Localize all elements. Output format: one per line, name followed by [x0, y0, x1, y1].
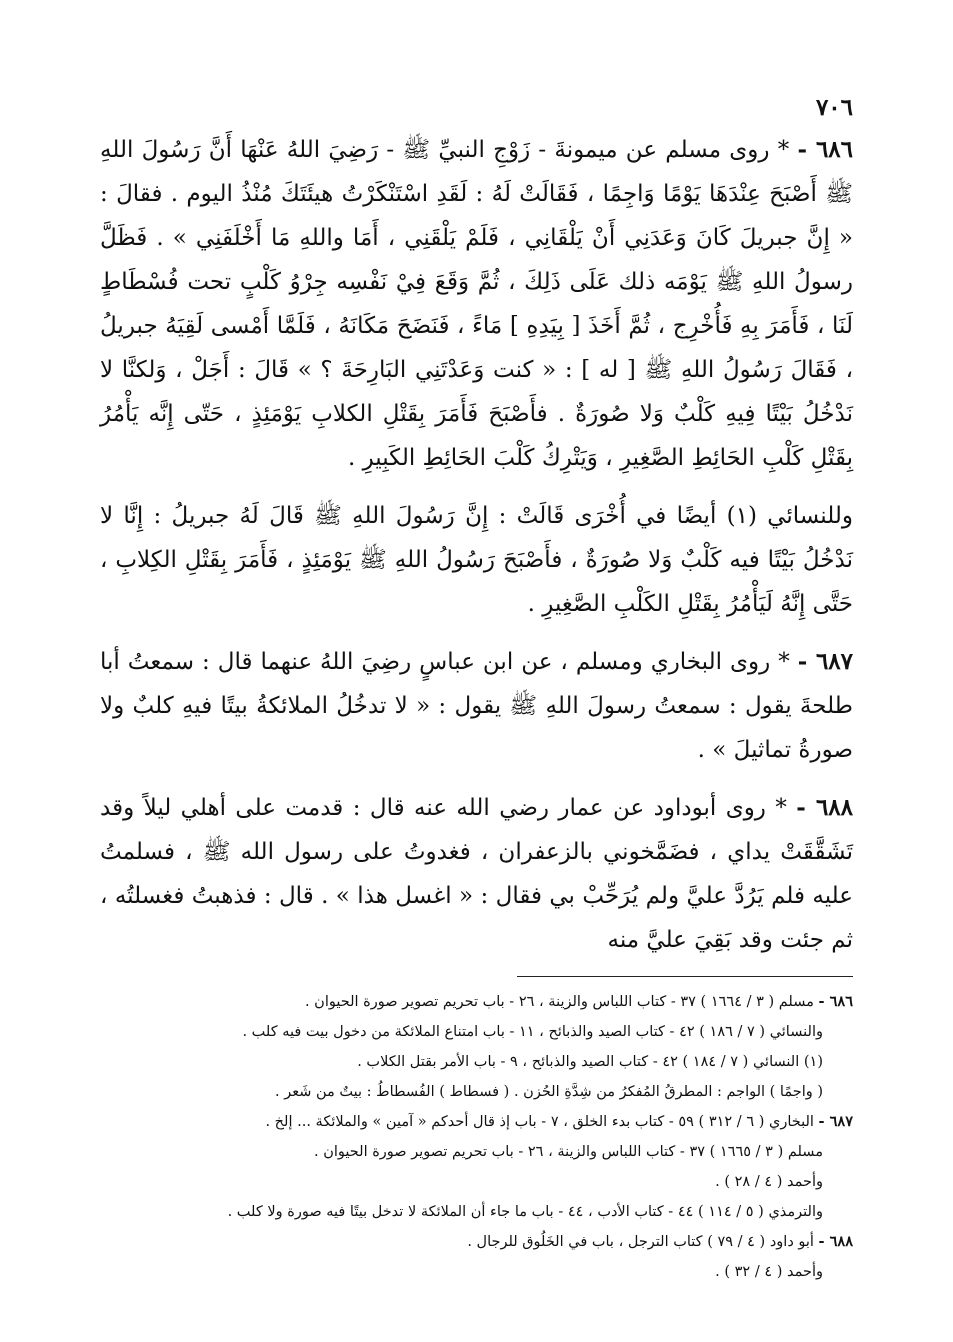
footnote	[100, 1227, 853, 1257]
footnote-text: وأحمد ( ٤ / ٢٨ ) .	[715, 1174, 823, 1190]
footnote	[100, 1077, 853, 1107]
footnote	[100, 1107, 853, 1137]
footnote-text: مسلم ( ٣ / ١٦٦٥ ) ٣٧ - كتاب اللباس والزينة ، ٢٦ - باب تحريم تصوير صورة الحيوان .	[314, 1144, 823, 1160]
footnote-number: ٦٨٧ -	[818, 1113, 853, 1130]
main-text	[100, 128, 853, 962]
footnote-text: ( واجمًا ) الواجم : المطرقُ المُفكرُ من شِدَّةِ الحُزن . ( فسطاط ) الفُسطاطُ : بيتٌ من شَعر .	[275, 1084, 823, 1100]
footnote	[100, 1017, 853, 1047]
footnote-text: والترمذي ( ٥ / ١١٤ ) ٤٤ - كتاب الأدب ، ٤٤ - باب ما جاء أن الملائكة لا تدخل بيتًا فيه صورة ولا كلب .	[227, 1204, 823, 1220]
page-number: ٧٠٦	[815, 94, 853, 121]
paragraph-688	[100, 786, 853, 962]
footnote-text: والنسائي ( ٧ / ١٨٦ ) ٤٢ - كتاب الصيد والذبائح ، ١١ - باب امتناع الملائكة من دخول بيت فيه كلب .	[242, 1024, 823, 1040]
paragraph-687	[100, 640, 853, 772]
footnotes	[100, 987, 853, 1287]
footnote-text: البخاري ( ٦ / ٣١٢ ) ٥٩ - كتاب بدء الخلق ، ٧ - باب إذ قال أحدكم « آمين » والملائكة ... إلخ .	[265, 1114, 814, 1130]
footnote-text: مسلم ( ٣ / ١٦٦٤ ) ٣٧ - كتاب اللباس والزينة ، ٢٦ - باب تحريم تصوير صورة الحيوان .	[304, 994, 814, 1010]
paragraph-text: * روى البخاري ومسلم ، عن ابن عباسٍ رضِيَ اللهُ عنهما قال : سمعتُ أبا طلحةَ يقول : سمعتُ رسولَ اللهِ ﷺ يقول : « لا تدخُلُ الملائكةُ بيتًا فيهِ كلبٌ ولا صورةُ تماثيلَ » .	[100, 649, 853, 763]
paragraph-number: ٦٨٧ -	[797, 648, 853, 675]
paragraph-nasai	[100, 494, 853, 626]
footnote-text: (١) النسائي ( ٧ / ١٨٤ ) ٤٢ - كتاب الصيد والذبائح ، ٩ - باب الأمر بقتل الكلاب .	[357, 1054, 823, 1070]
footnote	[100, 1047, 853, 1077]
footnote-number: ٦٨٨ -	[818, 1233, 853, 1250]
footnote	[100, 1257, 853, 1287]
footnote-text: وأحمد ( ٤ / ٣٢ ) .	[715, 1264, 823, 1280]
footnote	[100, 1137, 853, 1167]
footnote-number: ٦٨٦ -	[818, 993, 853, 1010]
paragraph-686	[100, 128, 853, 480]
paragraph-text: * روى مسلم عن ميمونةَ - زَوْجِ النبيِّ ﷺ - رَضِيَ اللهُ عَنْهَا أَنَّ رَسُولَ اللهِ ﷺ أَصْبَحَ عِنْدَهَا يَوْمًا وَاجِمًا ، فَقَالَتْ لَهُ : لَقَدِ اسْتَنْكَرْتُ هيئَتَكَ مُنْذُ اليوم . فقالَ : « إِنَّ جبريلَ كَانَ وَعَدَنِي أَنْ يَلْقَانِي ، فَلَمْ يَلْقَنِي ، أَمَا واللهِ مَا أَخْلَفَنِي » . فَظَلَّ رسولُ اللهِ ﷺ يَوْمَه ذلك عَلَى ذَلِكَ ، ثُمَّ وَقَعَ فِيْ نَفْسِه جِرْوُ كَلْبٍ تحت فُسْطَاطٍ لَنَا ، فَأَمَرَ بِهِ فَأُخْرِج ، ثُمَّ أَخَذَ [ بِيَدِهِ ] مَاءً ، فَنَضَحَ مَكَانَهُ ، فَلَمَّا أَمْسى لَقِيَهُ جبريلُ ، فَقَالَ رَسُولُ اللهِ ﷺ [ له ] : « كنت وَعَدْتَنِي البَارِحَةَ ؟ » قَالَ : أَجَلْ ، وَلكنَّا لا نَدْخُلُ بَيْتًا فِيهِ كَلْبٌ وَلا صُورَةٌ . فأَصْبَحَ فَأَمَرَ بِقَتْلِ الكلابِ يَوْمَئِذٍ ، حَتّى إِنَّه يَأْمُرُ بِقَتْلِ كَلْبِ الحَائِطِ الصَّغِيرِ ، وَيَتْرِكُ كَلْبَ الحَائِطِ الكَبِيرِ .	[100, 137, 853, 471]
paragraph-text: وللنسائي (١) أيضًا في أُخْرَى قَالَتْ : إِنَّ رَسُولَ اللهِ ﷺ قَالَ لَهُ جبريلُ : إِنَّا لا نَدْخُلُ بَيْتًا فيه كَلْبٌ وَلا صُورَةٌ ، فأَصْبَحَ رَسُولُ اللهِ ﷺ يَوْمَئِذٍ ، فَأَمَرَ بِقَتْلِ الكِلابِ ، حَتَّى إِنَّهُ لَيَأْمُرُ بِقَتْلِ الكَلْبِ الصَّغِيرِ .	[100, 503, 853, 617]
paragraph-text: * روى أبوداود عن عمار رضي الله عنه قال : قدمت على أهلي ليلاً وقد تَشَقَّقَتْ يداي ، فضَمَّخوني بالزعفران ، فغدوتُ على رسول الله ﷺ ، فسلمتُ عليه فلم يَرُدَّ عليَّ ولم يُرَحِّبْ بي فقال : « اغسل هذا » . قال : فذهبتُ فغسلتُه ، ثم جئت وقد بَقِيَ عليَّ منه	[100, 795, 853, 953]
footnote	[100, 1167, 853, 1197]
footnote-text: أبو داود ( ٤ / ٧٩ ) كتاب الترجل ، باب في الخَلُوق للرجال .	[467, 1234, 814, 1250]
paragraph-number: ٦٨٨ -	[796, 794, 853, 821]
paragraph-number: ٦٨٦ -	[797, 136, 853, 163]
footnote	[100, 987, 853, 1017]
footnote	[100, 1197, 853, 1227]
footnote-divider	[517, 976, 853, 977]
